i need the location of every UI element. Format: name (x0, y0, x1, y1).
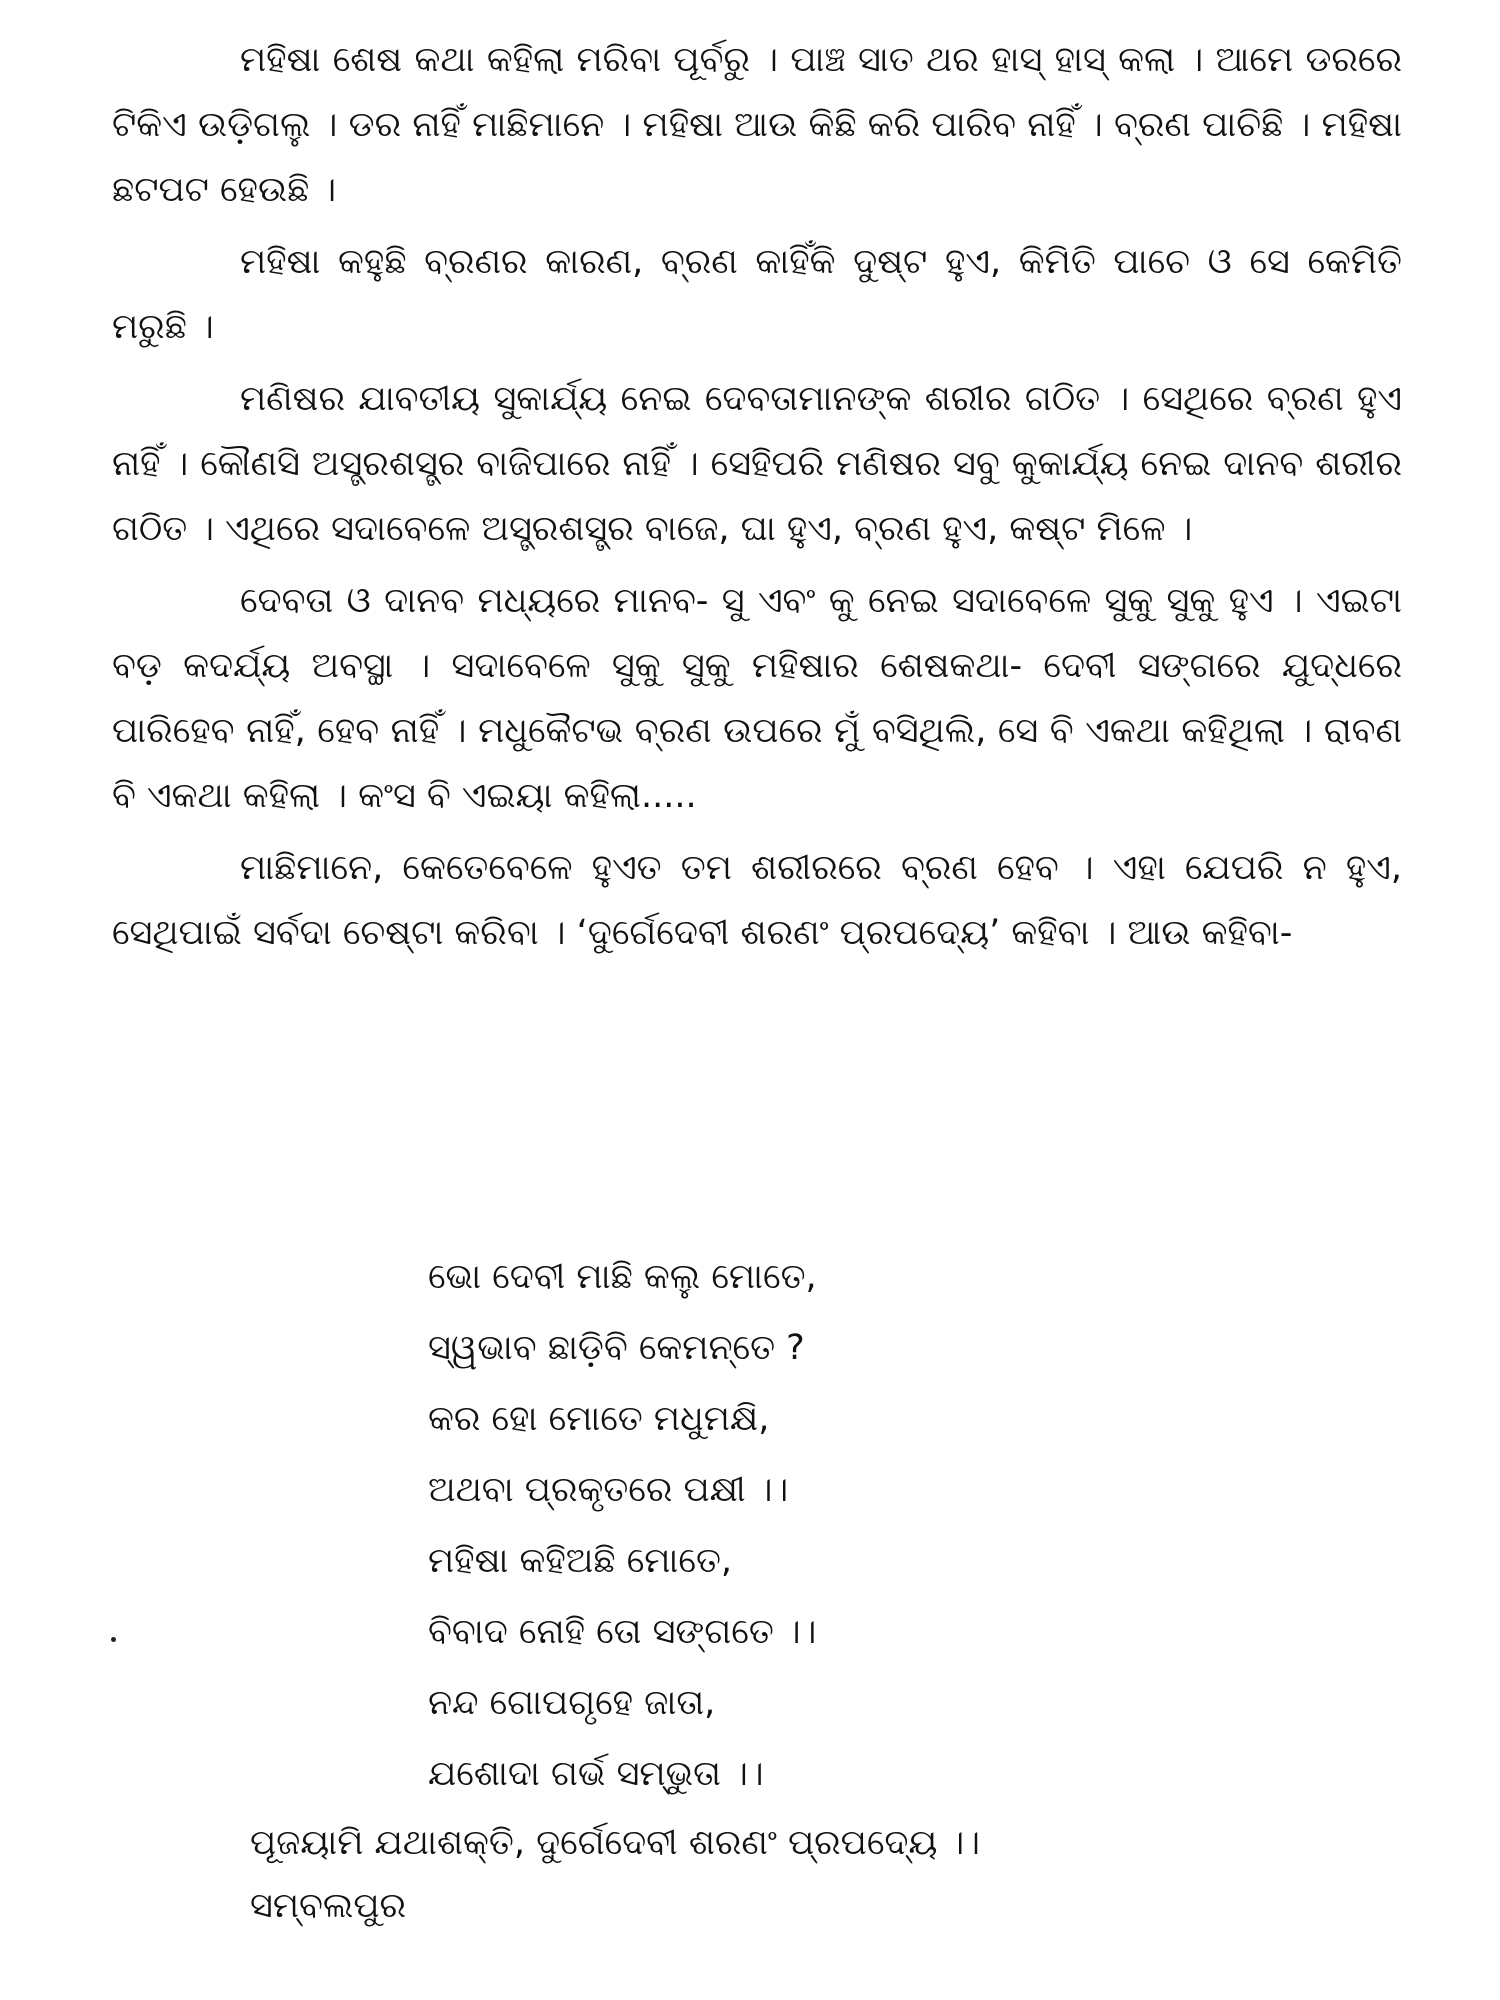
verse-line-3: କର ହୋ ମୋତେ ମଧୁମକ୍ଷି, (428, 1399, 770, 1439)
closing-block (250, 1812, 1350, 1938)
verse-line-8: ଯଶୋଦା ଗର୍ଭ ସମ୍ଭୁତା ।। (428, 1754, 764, 1794)
paragraph-5: ମାଛିମାନେ, କେତେବେଳେ ହୁଏତ ତମ ଶରୀରରେ ବ୍ରଣ ହେବ । ଏହା ଯେପରି ନ ହୁଏ, ସେଥିପାଇଁ ସର୍ବଦା ଚେଷ୍ଟା କରିବା । ‘ଦୁର୍ଗେଦେବୀ ଶରଣଂ ପ୍ରପଦ୍ୟେ’ କହିବା । ଆଉ କହିବା- (112, 848, 1402, 953)
prose-body (112, 28, 1402, 973)
ink-speck (111, 1637, 116, 1642)
verse-line-5: ମହିଷା କହିଅଛି ମୋତେ, (428, 1541, 733, 1581)
paragraph-1: ମହିଷା ଶେଷ କଥା କହିଲା ମରିବା ପୂର୍ବରୁ । ପାଞ୍ଚ ସାତ ଥର ହାସ୍ ହାସ୍ କଲା । ଆମେ ଡରରେ ଟିକିଏ ଉଡ଼ିଗଲୁ । ଡର ନାହିଁ ମାଛିମାନେ । ମହିଷା ଆଉ କିଛି କରି ପାରିବ ନାହିଁ । ବ୍ରଣ ପାଚିଛି । ମହିଷା ଛଟପଟ ହେଉଛି । (112, 40, 1402, 210)
verse-line-7: ନନ୍ଦ ଗୋପଗୃହେ ଜାତା, (428, 1683, 716, 1723)
paragraph-3: ମଣିଷର ଯାବତୀୟ ସୁକାର୍ଯ୍ୟ ନେଇ ଦେବତାମାନଙ୍କ ଶରୀର ଗଠିତ । ସେଥିରେ ବ୍ରଣ ହୁଏ ନାହିଁ । କୌଣସି ଅସ୍ତ୍ରଶସ୍ତ୍ର ବାଜିପାରେ ନାହିଁ । ସେହିପରି ମଣିଷର ସବୁ କୁକାର୍ଯ୍ୟ ନେଇ ଦାନବ ଶରୀର ଗଠିତ । ଏଥିରେ ସଦାବେଳେ ଅସ୍ତ୍ରଶସ୍ତ୍ର ବାଜେ, ଘା ହୁଏ, ବ୍ରଣ ହୁଏ, କଷ୍ଟ ମିଳେ । (112, 379, 1402, 549)
verse-line-2: ସ୍ୱଭାବ ଛାଡ଼ିବି କେମନ୍ତେ ? (428, 1328, 805, 1368)
verse-block (428, 1242, 1328, 1810)
verse-line-4: ଅଥବା ପ୍ରକୃତରେ ପକ୍ଷୀ ।। (428, 1470, 789, 1510)
verse-line-6: ବିବାଦ ନୋହି ତୋ ସଙ୍ଗତେ ।। (428, 1612, 817, 1652)
verse-line-1: ଭୋ ଦେବୀ ମାଛି କଲୁ ମୋତେ, (428, 1257, 817, 1297)
place-signature: ସମ୍ବଲପୁର (250, 1886, 407, 1926)
closing-invocation: ପୂଜୟାମି ଯଥାଶକ୍ତି, ଦୁର୍ଗେଦେବୀ ଶରଣଂ ପ୍ରପଦ୍ୟେ ।। (250, 1823, 980, 1863)
paragraph-4: ଦେବତା ଓ ଦାନବ ମଧ୍ୟରେ ମାନବ- ସୁ ଏବଂ କୁ ନେଇ ସଦାବେଳେ ସୁକୁ ସୁକୁ ହୁଏ । ଏଇଟା ବଡ଼ କଦର୍ଯ୍ୟ ଅବସ୍ଥା । ସଦାବେଳେ ସୁକୁ ସୁକୁ ମହିଷାର ଶେଷକଥା- ଦେବୀ ସଙ୍ଗରେ ଯୁଦ୍ଧରେ ପାରିହେବ ନାହିଁ, ହେବ ନାହିଁ । ମଧୁକୈଟଭ ବ୍ରଣ ଉପରେ ମୁଁ ବସିଥିଲି, ସେ ବି ଏକଥା କହିଥିଲା । ରାବଣ ବି ଏକଥା କହିଲା । କଂସ ବି ଏଇୟା କହିଲା..... (112, 581, 1402, 816)
paragraph-2: ମହିଷା କହୁଛି ବ୍ରଣର କାରଣ, ବ୍ରଣ କାହିଁକି ଦୁଷ୍ଟ ହୁଏ, କିମିତି ପାଚେ ଓ ସେ କେମିତି ମରୁଛି । (112, 242, 1402, 347)
